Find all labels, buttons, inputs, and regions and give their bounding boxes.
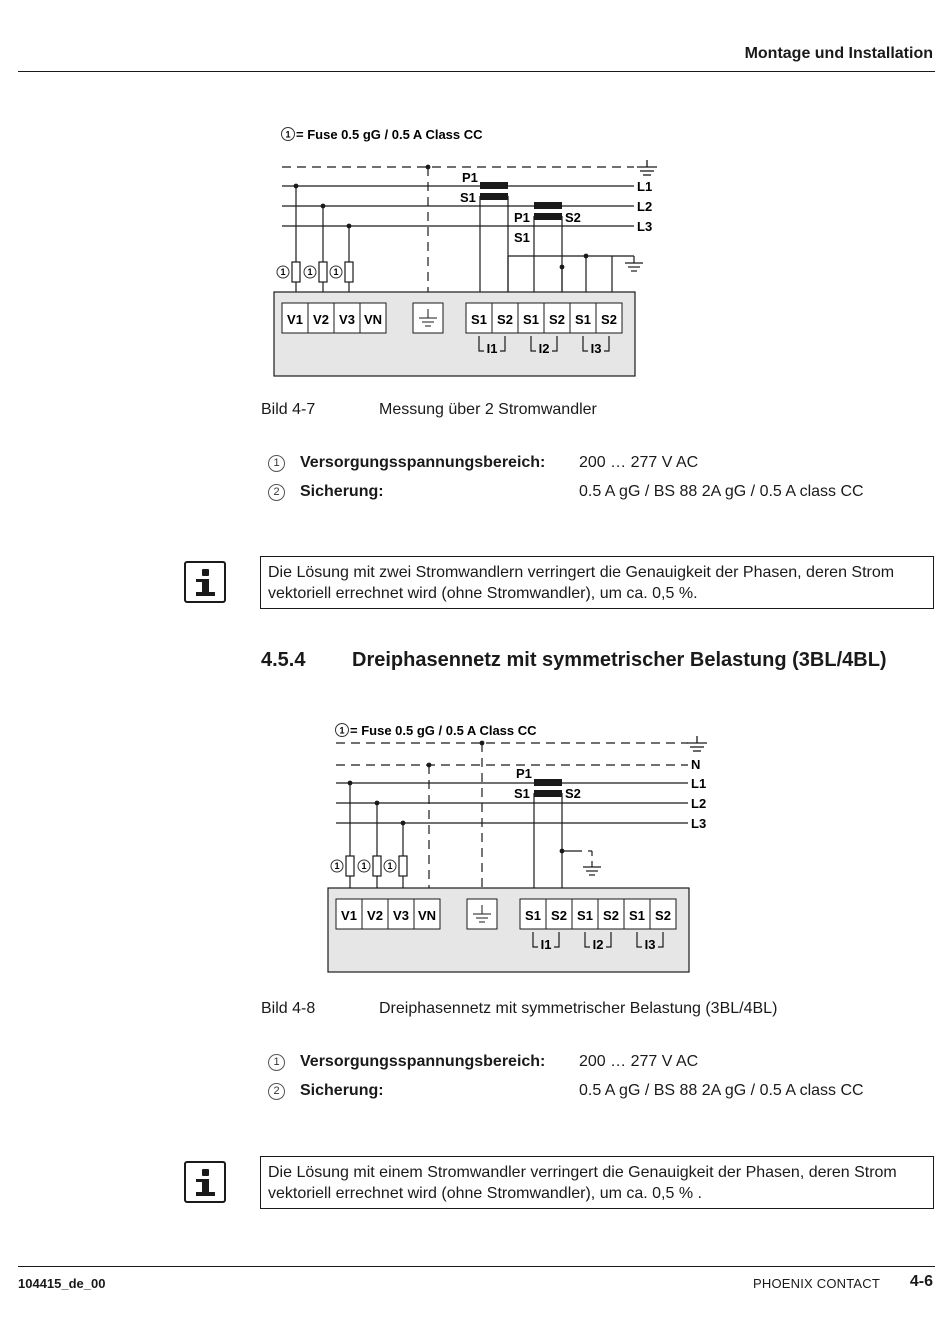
terminal-v3: V3	[393, 908, 409, 923]
terminal-vn: VN	[363, 312, 383, 327]
footer-brand: PHOENIX CONTACT	[753, 1276, 880, 1291]
terminal-vn: VN	[417, 908, 437, 923]
ct-secondary-wiring	[480, 196, 612, 304]
wiring-diagram-symmetric-load	[326, 718, 710, 974]
terminal-v1: V1	[287, 312, 303, 327]
current-terminal-block	[520, 899, 676, 929]
ct1-core-bottom	[480, 193, 508, 200]
label-n: N	[691, 757, 701, 772]
info-icon	[184, 1161, 226, 1203]
svg-text:S2: S2	[655, 908, 671, 923]
svg-text:1: 1	[280, 267, 286, 277]
legend-label: Versorgungsspannungsbereich:	[300, 1053, 546, 1070]
group-i2: I2	[592, 937, 604, 952]
voltage-taps	[346, 783, 407, 900]
ct-label-s2: S2	[565, 786, 581, 801]
figure2-caption-label: Bild 4-8	[261, 1000, 316, 1017]
label-l3: L3	[637, 219, 653, 234]
ground-symbol-ct	[583, 861, 601, 875]
legend-label: Sicherung:	[300, 483, 384, 500]
voltage-terminal-block	[336, 899, 440, 929]
legend-value: 200 … 277 V AC	[579, 454, 699, 471]
label-l3: L3	[691, 816, 707, 831]
svg-text:1: 1	[361, 861, 367, 871]
terminal-v1: V1	[341, 908, 357, 923]
footer-document-id: 104415_de_00	[18, 1276, 106, 1291]
footer-divider	[18, 1266, 935, 1267]
legend-row	[268, 1082, 908, 1104]
ground-terminal	[413, 303, 443, 333]
fuse-note	[336, 723, 538, 738]
ct-secondary-wiring	[534, 793, 592, 900]
terminal-v2: V2	[313, 312, 329, 327]
legend-number: 1	[268, 455, 285, 472]
group-i1: I1	[540, 937, 552, 952]
legend-row	[268, 454, 908, 476]
figure1-caption-text: Messung über 2 Stromwandler	[379, 401, 597, 418]
group-i1: I1	[486, 341, 498, 356]
svg-text:S2: S2	[603, 908, 619, 923]
svg-text:S2: S2	[549, 312, 565, 327]
ct2-label-p1: P1	[514, 210, 530, 225]
info-note-1: Die Lösung mit zwei Stromwandlern verringert die Genauigkeit der Phasen, deren Strom vektoriell errechnet wird (ohne Stromwandler), um ca. 0,5 %.	[260, 556, 934, 609]
svg-text:1: 1	[334, 861, 340, 871]
fuse-note-text: = Fuse 0.5 gG / 0.5 A Class CC	[296, 127, 483, 142]
footer-page-number: 4-6	[909, 1273, 933, 1290]
group-i2: I2	[538, 341, 550, 356]
section-number: 4.5.4	[261, 649, 306, 671]
fuse-markers	[277, 266, 342, 278]
svg-text:S1: S1	[471, 312, 487, 327]
svg-text:S2: S2	[601, 312, 617, 327]
legend-value: 0.5 A gG / BS 88 2A gG / 0.5 A class CC	[579, 1082, 864, 1099]
legend-value: 0.5 A gG / BS 88 2A gG / 0.5 A class CC	[579, 483, 864, 500]
current-terminal-block	[466, 303, 622, 333]
svg-text:S1: S1	[629, 908, 645, 923]
legend-row	[268, 483, 908, 505]
ct1-label-s1: S1	[460, 190, 476, 205]
ct-core-top	[534, 779, 562, 786]
section-title: Dreiphasennetz mit symmetrischer Belastung (3BL/4BL)	[352, 649, 887, 671]
wiring-diagram-two-ct	[272, 122, 652, 378]
svg-text:1: 1	[333, 267, 339, 277]
voltage-terminal-block	[282, 303, 386, 333]
ct-label-s1: S1	[514, 786, 530, 801]
svg-text:1: 1	[307, 267, 313, 277]
svg-text:S2: S2	[551, 908, 567, 923]
ct2-core-top	[534, 202, 562, 209]
ground-symbol-top	[687, 736, 707, 751]
label-l2: L2	[691, 796, 707, 811]
terminal-v2: V2	[367, 908, 383, 923]
svg-text:S1: S1	[577, 908, 593, 923]
ct2-label-s1: S1	[514, 230, 530, 245]
label-l2: L2	[637, 199, 653, 214]
svg-text:S2: S2	[497, 312, 513, 327]
legend-number: 2	[268, 484, 285, 501]
svg-text:S1: S1	[575, 312, 591, 327]
group-i3: I3	[644, 937, 656, 952]
svg-text:S1: S1	[525, 908, 541, 923]
label-l1: L1	[637, 179, 653, 194]
info-note-2: Die Lösung mit einem Stromwandler verringert die Genauigkeit der Phasen, deren Strom vektoriell errechnet wird (ohne Stromwandler), um ca. 0,5 % .	[260, 1156, 934, 1209]
svg-text:S1: S1	[523, 312, 539, 327]
terminal-v3: V3	[339, 312, 355, 327]
tap-dots	[294, 165, 431, 229]
ground-symbol-top	[637, 160, 657, 175]
ct2-label-s2: S2	[565, 210, 581, 225]
fuse-markers	[331, 860, 396, 872]
figure1-caption-label: Bild 4-7	[261, 401, 316, 418]
svg-text:1: 1	[339, 725, 345, 736]
figure2-caption-text: Dreiphasennetz mit symmetrischer Belastung (3BL/4BL)	[379, 1000, 778, 1017]
page-header-title: Montage und Installation	[744, 45, 933, 62]
header-divider	[18, 71, 935, 72]
svg-text:1: 1	[387, 861, 393, 871]
legend-label: Versorgungsspannungsbereich:	[300, 454, 546, 471]
ct-label-p1: P1	[516, 766, 532, 781]
legend-row	[268, 1053, 908, 1075]
group-i3: I3	[590, 341, 602, 356]
legend-value: 200 … 277 V AC	[579, 1053, 699, 1070]
ground-terminal	[467, 899, 497, 929]
fuse-note	[282, 127, 484, 142]
ct-core-bottom	[534, 790, 562, 797]
legend-label: Sicherung:	[300, 1082, 384, 1099]
ct1-label-p1: P1	[462, 170, 478, 185]
fuse-note-text: = Fuse 0.5 gG / 0.5 A Class CC	[350, 723, 537, 738]
ct1-core-top	[480, 182, 508, 189]
legend-number: 2	[268, 1083, 285, 1100]
svg-text:1: 1	[285, 129, 291, 140]
legend-number: 1	[268, 1054, 285, 1071]
ground-symbol-ct	[612, 256, 643, 271]
info-icon	[184, 561, 226, 603]
label-l1: L1	[691, 776, 707, 791]
ct2-core-bottom	[534, 213, 562, 220]
